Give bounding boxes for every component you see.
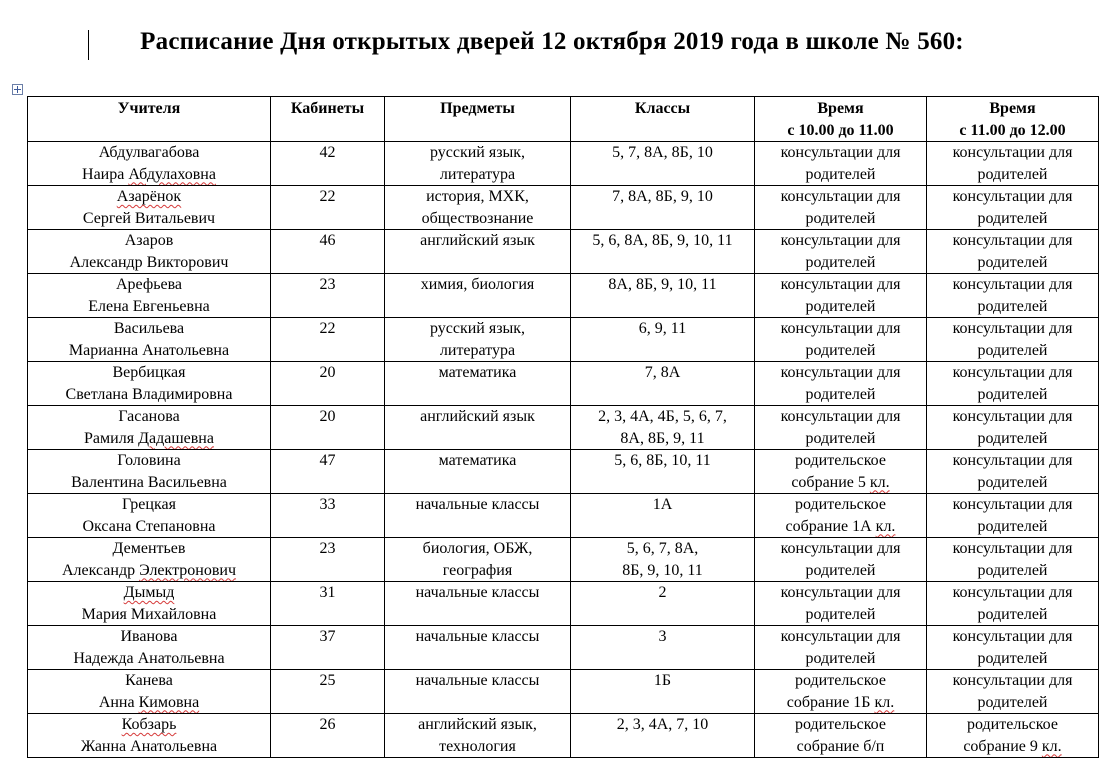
cell-subjects: английский язык bbox=[385, 406, 571, 450]
cell-time-1: консультации для родителей bbox=[755, 406, 927, 450]
cell-time-1: родительское собрание 1А кл. bbox=[755, 494, 927, 538]
cell-subjects: начальные классы bbox=[385, 626, 571, 670]
table-row bbox=[28, 670, 1099, 714]
cell-teacher: Иванова Надежда Анатольевна bbox=[28, 626, 271, 670]
cell-time-2: консультации для родителей bbox=[927, 582, 1099, 626]
cell-time-2: консультации для родителей bbox=[927, 230, 1099, 274]
cell-teacher: Кобзарь Жанна Анатольевна bbox=[28, 714, 271, 758]
cell-classes: 5, 6, 7, 8А, 8Б, 9, 10, 11 bbox=[571, 538, 755, 582]
spellcheck-word: кл. bbox=[874, 693, 895, 711]
cell-time-1: консультации для родителей bbox=[755, 582, 927, 626]
cell-time-1: консультации для родителей bbox=[755, 538, 927, 582]
cell-classes: 2, 3, 4А, 4Б, 5, 6, 7, 8А, 8Б, 9, 11 bbox=[571, 406, 755, 450]
cell-time-1: консультации для родителей bbox=[755, 318, 927, 362]
cell-teacher: Азаров Александр Викторович bbox=[28, 230, 271, 274]
header-row bbox=[28, 97, 1099, 142]
cell-time-2: консультации для родителей bbox=[927, 450, 1099, 494]
cell-subjects: математика bbox=[385, 450, 571, 494]
table-row bbox=[28, 274, 1099, 318]
spellcheck-word: Электронович bbox=[139, 561, 237, 579]
cell-room: 23 bbox=[271, 274, 385, 318]
cell-classes: 2 bbox=[571, 582, 755, 626]
cell-room: 22 bbox=[271, 186, 385, 230]
cell-classes: 7, 8А, 8Б, 9, 10 bbox=[571, 186, 755, 230]
cell-subjects: начальные классы bbox=[385, 582, 571, 626]
cell-subjects: химия, биология bbox=[385, 274, 571, 318]
page-title: Расписание Дня открытых дверей 12 октября 2019 года в школе № 560: bbox=[140, 28, 964, 55]
cell-teacher: Головина Валентина Васильевна bbox=[28, 450, 271, 494]
cell-classes: 3 bbox=[571, 626, 755, 670]
cell-room: 47 bbox=[271, 450, 385, 494]
cell-teacher: Вербицкая Светлана Владимировна bbox=[28, 362, 271, 406]
cell-teacher: Азарёнок Сергей Витальевич bbox=[28, 186, 271, 230]
cell-room: 20 bbox=[271, 362, 385, 406]
cell-teacher: Грецкая Оксана Степановна bbox=[28, 494, 271, 538]
table-move-handle-icon[interactable] bbox=[12, 84, 23, 95]
cell-subjects: математика bbox=[385, 362, 571, 406]
cell-time-2: консультации для родителей bbox=[927, 626, 1099, 670]
schedule-table bbox=[27, 96, 1099, 758]
cell-time-2: консультации для родителей bbox=[927, 186, 1099, 230]
cell-time-2: консультации для родителей bbox=[927, 142, 1099, 186]
cell-teacher: Васильева Марианна Анатольевна bbox=[28, 318, 271, 362]
header-time-1: Время с 10.00 до 11.00 bbox=[755, 97, 927, 142]
cell-teacher: Дементьев Александр Электронович bbox=[28, 538, 271, 582]
cell-time-1: консультации для родителей bbox=[755, 362, 927, 406]
header-time-2: Время с 11.00 до 12.00 bbox=[927, 97, 1099, 142]
header-teachers: Учителя bbox=[28, 97, 271, 142]
cell-room: 23 bbox=[271, 538, 385, 582]
cell-room: 46 bbox=[271, 230, 385, 274]
table-row bbox=[28, 450, 1099, 494]
table-row bbox=[28, 494, 1099, 538]
cell-subjects: русский язык, литература bbox=[385, 318, 571, 362]
cell-time-1: консультации для родителей bbox=[755, 626, 927, 670]
table-row bbox=[28, 362, 1099, 406]
cell-time-2: консультации для родителей bbox=[927, 274, 1099, 318]
cell-time-2: консультации для родителей bbox=[927, 406, 1099, 450]
cell-subjects: английский язык, технология bbox=[385, 714, 571, 758]
spellcheck-word: Дадашевна bbox=[138, 429, 214, 447]
cell-time-1: родительское собрание 1Б кл. bbox=[755, 670, 927, 714]
spellcheck-word: кл. bbox=[875, 517, 896, 535]
cell-room: 26 bbox=[271, 714, 385, 758]
cell-time-2: консультации для родителей bbox=[927, 318, 1099, 362]
cell-subjects: начальные классы bbox=[385, 494, 571, 538]
cell-time-1: консультации для родителей bbox=[755, 274, 927, 318]
cell-subjects: история, МХК, обществознание bbox=[385, 186, 571, 230]
cell-classes: 5, 6, 8Б, 10, 11 bbox=[571, 450, 755, 494]
cell-teacher: Абдулвагабова Наира Абдулаховна bbox=[28, 142, 271, 186]
cell-room: 20 bbox=[271, 406, 385, 450]
cell-subjects: русский язык, литература bbox=[385, 142, 571, 186]
cell-time-1: консультации для родителей bbox=[755, 230, 927, 274]
table-row bbox=[28, 626, 1099, 670]
header-subjects: Предметы bbox=[385, 97, 571, 142]
cell-teacher: Дымыд Мария Михайловна bbox=[28, 582, 271, 626]
cell-time-2: консультации для родителей bbox=[927, 538, 1099, 582]
cell-classes: 6, 9, 11 bbox=[571, 318, 755, 362]
table-row bbox=[28, 714, 1099, 758]
table-row bbox=[28, 230, 1099, 274]
spellcheck-word: Абдулаховна bbox=[128, 165, 216, 183]
cell-classes: 1Б bbox=[571, 670, 755, 714]
table-row bbox=[28, 318, 1099, 362]
cell-room: 25 bbox=[271, 670, 385, 714]
cell-teacher: Канева Анна Кимовна bbox=[28, 670, 271, 714]
cell-time-2: консультации для родителей bbox=[927, 494, 1099, 538]
spellcheck-word: Кобзарь bbox=[121, 716, 177, 733]
cell-time-2: родительское собрание 9 кл. bbox=[927, 714, 1099, 758]
cell-room: 37 bbox=[271, 626, 385, 670]
cell-subjects: начальные классы bbox=[385, 670, 571, 714]
spellcheck-word: кл. bbox=[869, 473, 890, 491]
cell-time-1: родительское собрание б/п bbox=[755, 714, 927, 758]
cell-time-2: консультации для родителей bbox=[927, 670, 1099, 714]
table-row bbox=[28, 406, 1099, 450]
cell-classes: 5, 7, 8А, 8Б, 10 bbox=[571, 142, 755, 186]
cell-room: 22 bbox=[271, 318, 385, 362]
table-row bbox=[28, 142, 1099, 186]
cell-subjects: биология, ОБЖ, география bbox=[385, 538, 571, 582]
cell-time-1: консультации для родителей bbox=[755, 142, 927, 186]
cell-classes: 8А, 8Б, 9, 10, 11 bbox=[571, 274, 755, 318]
cell-classes: 7, 8А bbox=[571, 362, 755, 406]
cell-room: 42 bbox=[271, 142, 385, 186]
table-row bbox=[28, 538, 1099, 582]
table-row bbox=[28, 582, 1099, 626]
header-rooms: Кабинеты bbox=[271, 97, 385, 142]
cell-classes: 5, 6, 8А, 8Б, 9, 10, 11 bbox=[571, 230, 755, 274]
spellcheck-word: Азарёнок bbox=[116, 188, 182, 205]
cell-time-2: консультации для родителей bbox=[927, 362, 1099, 406]
header-classes: Классы bbox=[571, 97, 755, 142]
cell-room: 31 bbox=[271, 582, 385, 626]
spellcheck-word: Кимовна bbox=[138, 693, 200, 711]
cell-room: 33 bbox=[271, 494, 385, 538]
cell-subjects: английский язык bbox=[385, 230, 571, 274]
spellcheck-word: Дымыд bbox=[123, 584, 175, 601]
cell-classes: 1А bbox=[571, 494, 755, 538]
spellcheck-word: кл. bbox=[1041, 737, 1062, 755]
cell-time-1: родительское собрание 5 кл. bbox=[755, 450, 927, 494]
text-cursor bbox=[88, 30, 89, 60]
cell-classes: 2, 3, 4А, 7, 10 bbox=[571, 714, 755, 758]
cell-teacher: Арефьева Елена Евгеньевна bbox=[28, 274, 271, 318]
table-row bbox=[28, 186, 1099, 230]
cell-teacher: Гасанова Рамиля Дадашевна bbox=[28, 406, 271, 450]
cell-time-1: консультации для родителей bbox=[755, 186, 927, 230]
